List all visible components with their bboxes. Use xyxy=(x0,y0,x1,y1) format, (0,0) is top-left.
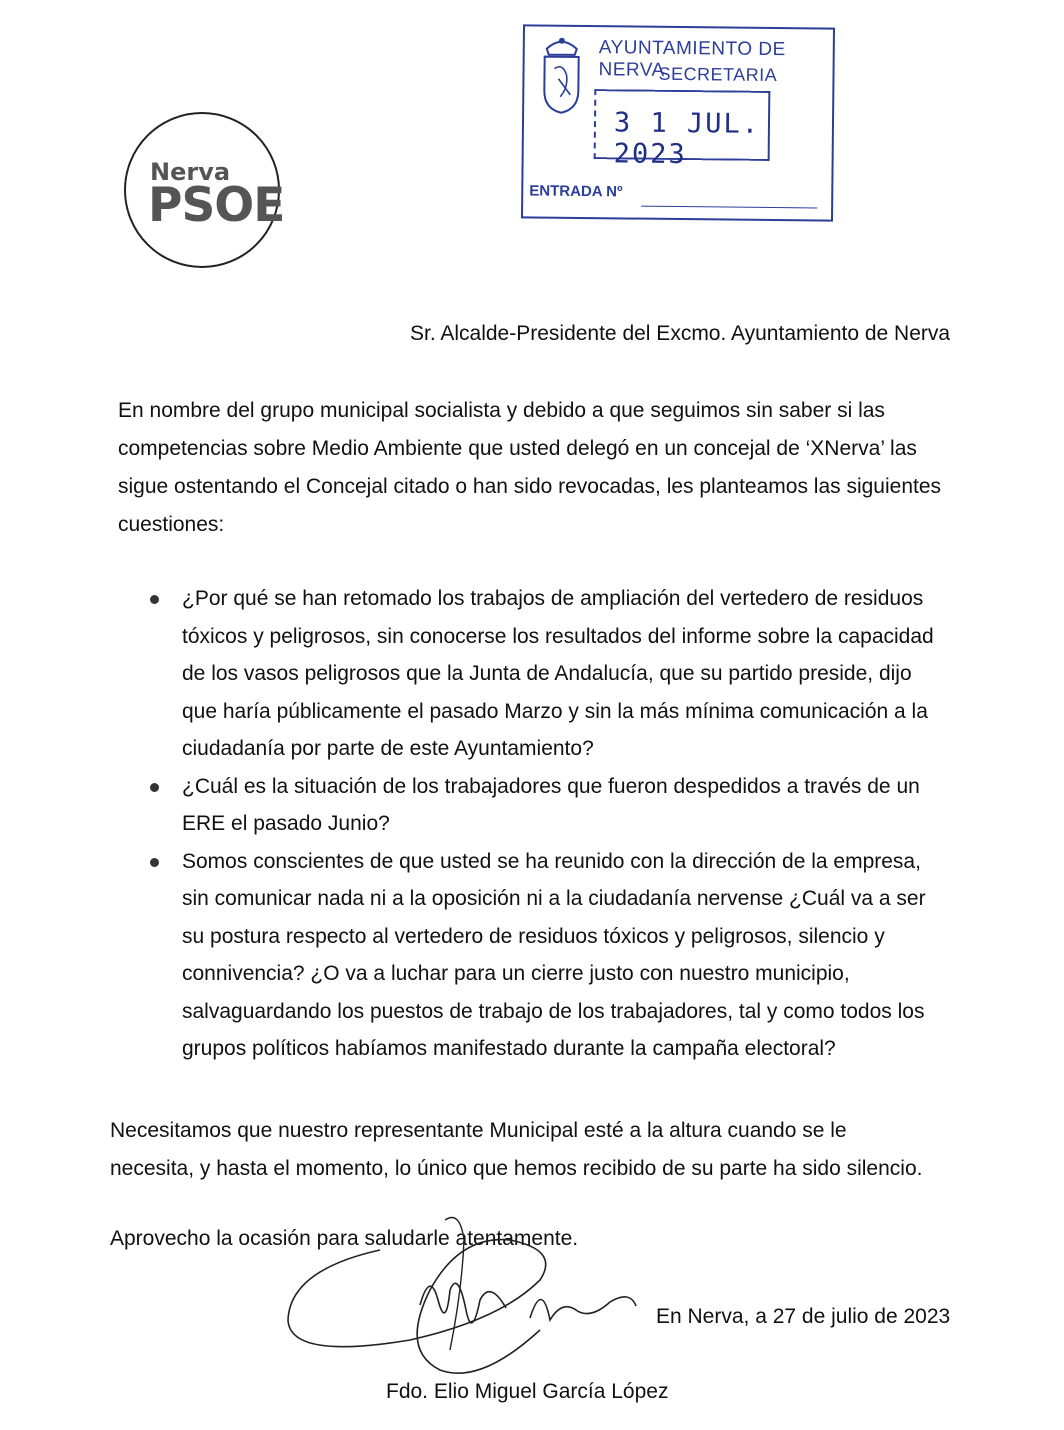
question-line: salvaguardando los puestos de trabajo de los trabajadores, tal y como todos los xyxy=(182,999,925,1023)
question-line: ¿Por qué se han retomado los trabajos de ampliación del vertedero de residuos xyxy=(182,587,924,610)
intro-line: cuestiones: xyxy=(118,513,225,536)
question-line: su postura respecto al vertedero de residuos tóxicos y peligrosos, silencio y xyxy=(182,924,885,948)
coat-of-arms-icon xyxy=(536,35,587,116)
intro-line: sigue ostentando el Concejal citado o han sido revocadas, les planteamos las siguientes xyxy=(118,475,942,498)
logo-nerva-text: Nerva xyxy=(150,158,231,186)
question-line: grupos políticos habíamos manifestado durante la campaña electoral? xyxy=(182,1037,836,1060)
closing-paragraph xyxy=(110,1112,1010,1188)
question-line: connivencia? ¿O va a luchar para un cierre justo con nuestro municipio, xyxy=(182,962,850,985)
question-line: sin comunicar nada ni a la oposición ni a la ciudadanía nervense ¿Cuál va a ser xyxy=(182,887,926,910)
list-item xyxy=(148,580,1008,768)
bullet-icon xyxy=(150,783,159,792)
question-line: que haría públicamente el pasado Marzo y sin la más mínima comunicación a la xyxy=(182,699,928,723)
question-line: ¿Cuál es la situación de los trabajadores que fueron despedidos a través de un xyxy=(182,774,920,798)
intro-line: competencias sobre Medio Ambiente que usted delegó en un concejal de ‘XNerva’ las xyxy=(118,437,917,460)
question-line: de los vasos peligrosos que la Junta de Andalucía, que su partido preside, dijo xyxy=(182,662,912,685)
question-line: ciudadanía por parte de este Ayuntamiento? xyxy=(182,737,594,760)
question-line: Somos conscientes de que usted se ha reunido con la dirección de la empresa, xyxy=(182,849,921,873)
place-date: En Nerva, a 27 de julio de 2023 xyxy=(656,1305,951,1328)
logo-psoe-text: PSOE xyxy=(148,178,285,233)
stamp-date: 3 1 JUL. 2023 xyxy=(613,107,761,171)
stamp-date-box xyxy=(594,89,771,171)
bullet-icon xyxy=(150,595,159,604)
intro-paragraph xyxy=(118,392,998,544)
closing-line: necesita, y hasta el momento, lo único que hemos recibido de su parte ha sido silencio. xyxy=(110,1157,923,1180)
intro-line: En nombre del grupo municipal socialista y debido a que seguimos sin saber si las xyxy=(118,399,885,422)
registry-stamp xyxy=(521,24,835,221)
psoe-logo xyxy=(124,112,285,268)
list-item xyxy=(148,768,1008,843)
stamp-entry-line xyxy=(641,206,817,209)
handwritten-signature xyxy=(280,1210,650,1390)
question-line: ERE el pasado Junio? xyxy=(182,812,390,835)
bullet-icon xyxy=(150,858,159,867)
stamp-subtitle: SECRETARIA xyxy=(658,63,778,86)
stamp-title: AYUNTAMIENTO DE NERVA xyxy=(598,37,786,81)
signer-name: Fdo. Elio Miguel García López xyxy=(386,1380,669,1403)
stamp-entry-label: ENTRADA Nº xyxy=(529,182,623,201)
farewell-line: Aprovecho la ocasión para saludarle atentamente. xyxy=(110,1227,579,1250)
question-line: tóxicos y peligrosos, sin conocerse los resultados del informe sobre la capacidad xyxy=(182,624,934,648)
closing-line: Necesitamos que nuestro representante Municipal esté a la altura cuando se le xyxy=(110,1119,847,1142)
recipient-line: Sr. Alcalde-Presidente del Excmo. Ayuntamiento de Nerva xyxy=(410,322,951,345)
list-item xyxy=(148,843,1008,1068)
questions-list xyxy=(148,580,1008,1068)
